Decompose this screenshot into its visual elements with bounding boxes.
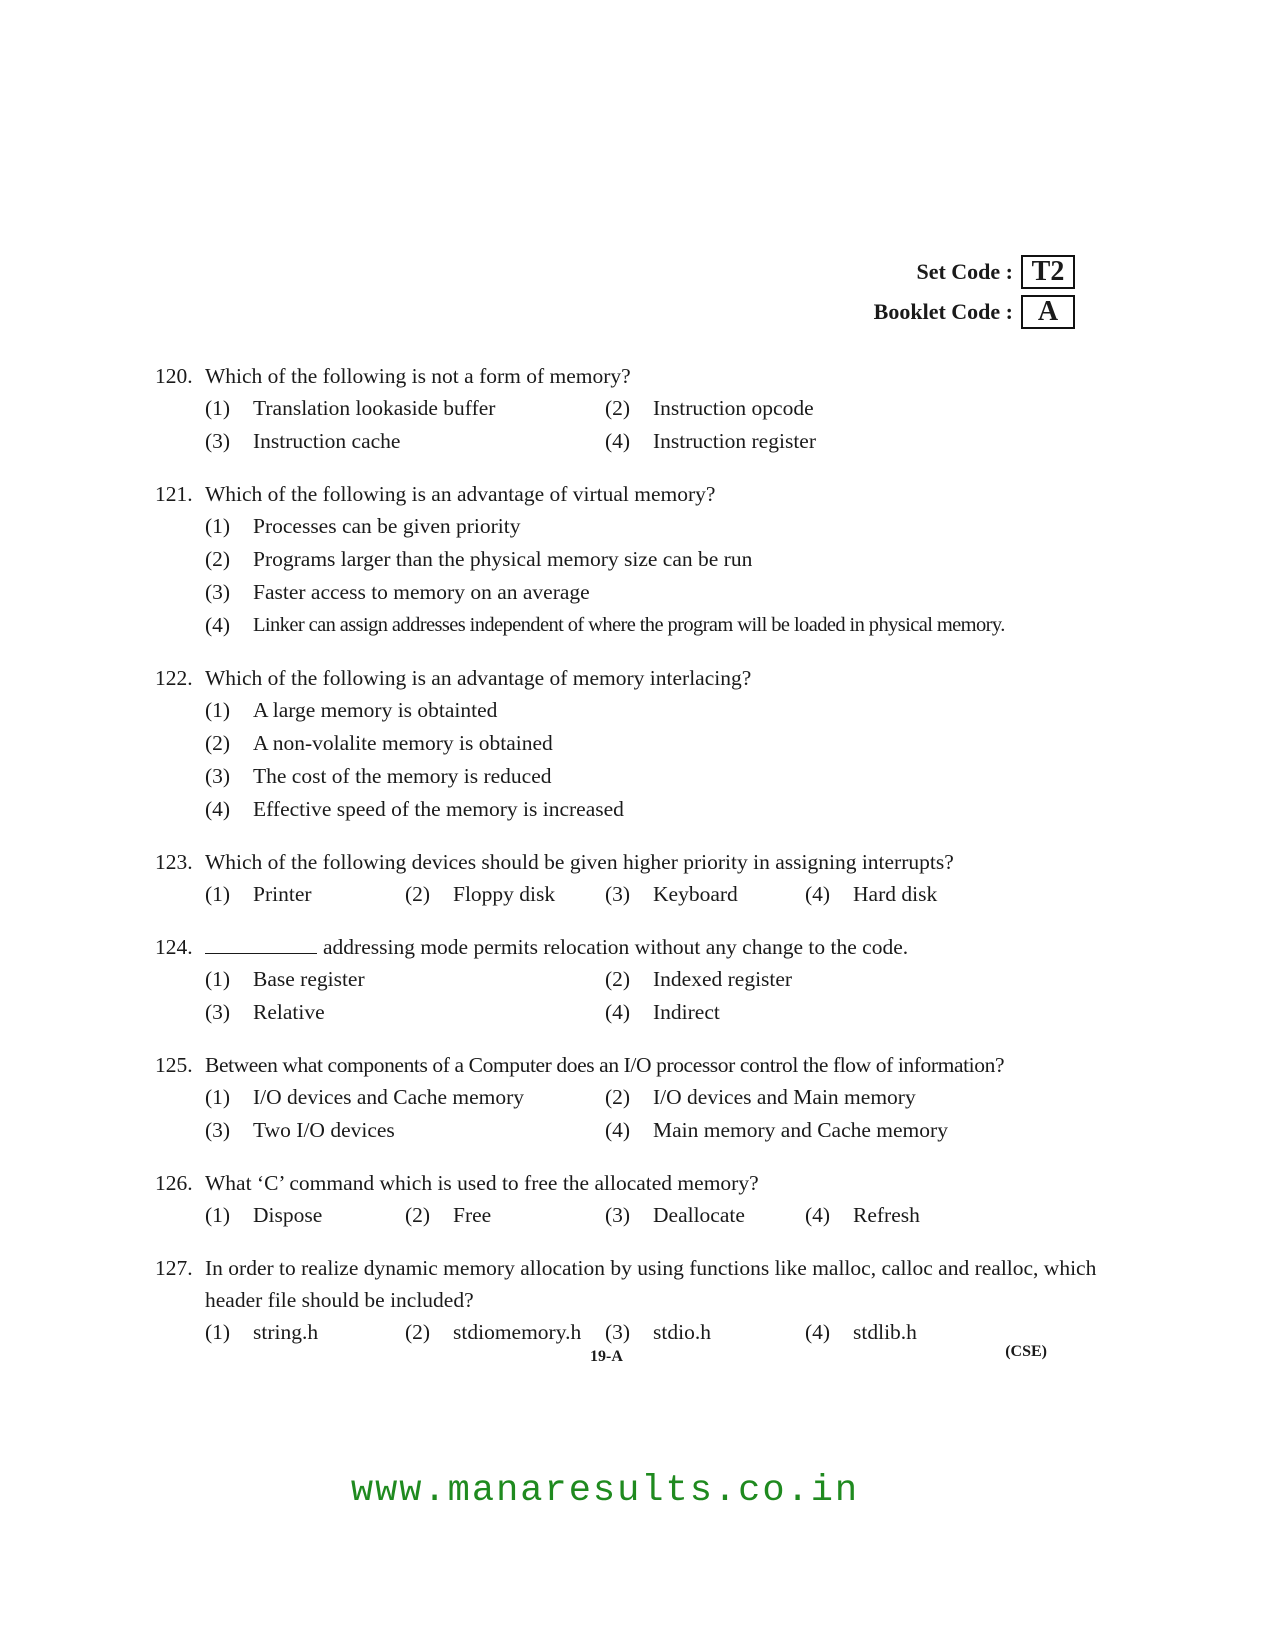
option-number: (2) — [605, 967, 631, 991]
option-3 — [205, 996, 605, 1029]
option-number: (3) — [205, 1000, 231, 1024]
option-3 — [205, 760, 1115, 793]
question-123 — [155, 846, 1115, 911]
set-code-label: Set Code : — [916, 259, 1013, 284]
options — [205, 1199, 1115, 1232]
option-number: (1) — [205, 514, 231, 538]
option-4 — [205, 793, 1115, 826]
option-1 — [205, 510, 1115, 543]
option-number: (4) — [805, 882, 831, 906]
option-number: (1) — [205, 967, 231, 991]
option-4 — [805, 1199, 1005, 1232]
option-text: Instruction cache — [253, 429, 401, 453]
option-text: I/O devices and Cache memory — [253, 1085, 525, 1109]
question-number: 120. — [155, 364, 193, 388]
option-number: (2) — [205, 547, 231, 571]
option-text: stdiomemory.h — [453, 1320, 582, 1344]
option-text: Instruction register — [653, 429, 816, 453]
booklet-code-row — [874, 295, 1075, 329]
option-text: Free — [453, 1203, 492, 1227]
booklet-code-value: A — [1021, 295, 1075, 329]
option-text: Faster access to memory on an average — [253, 580, 590, 604]
subject-label: (CSE) — [1005, 1343, 1047, 1360]
option-4 — [205, 609, 1115, 642]
option-2 — [605, 1081, 1005, 1114]
question-number: 126. — [155, 1171, 193, 1195]
option-3 — [605, 1199, 805, 1232]
question-number: 122. — [155, 666, 193, 690]
booklet-code-label: Booklet Code : — [873, 299, 1013, 324]
options — [205, 1316, 1115, 1349]
question-text: Which of the following is an advantage of memory interlacing? — [205, 666, 752, 690]
options — [205, 963, 1115, 1029]
option-text: Effective speed of the memory is increased — [253, 797, 624, 821]
codes-block — [874, 255, 1075, 335]
option-text: A non-volalite memory is obtained — [253, 731, 553, 755]
option-number: (4) — [205, 613, 231, 637]
question-number: 123. — [155, 850, 193, 874]
options — [205, 392, 1115, 458]
option-number: (2) — [205, 731, 231, 755]
question-121 — [155, 478, 1115, 642]
option-text: The cost of the memory is reduced — [253, 764, 552, 788]
option-text: Translation lookaside buffer — [253, 396, 496, 420]
options — [205, 510, 1115, 642]
option-number: (3) — [605, 1320, 631, 1344]
question-number: 127. — [155, 1256, 193, 1280]
option-number: (2) — [405, 882, 431, 906]
option-text: stdio.h — [653, 1320, 711, 1344]
option-3 — [605, 1316, 805, 1349]
option-1 — [205, 694, 1115, 727]
question-text: addressing mode permits relocation without any change to the code. — [323, 935, 909, 959]
option-3 — [205, 1114, 605, 1147]
option-number: (3) — [605, 1203, 631, 1227]
question-124 — [155, 931, 1115, 1029]
question-text: Between what components of a Computer does an I/O processor control the flow of information? — [205, 1053, 1005, 1077]
set-code-row — [874, 255, 1075, 289]
question-126 — [155, 1167, 1115, 1232]
option-text: Refresh — [853, 1203, 920, 1227]
option-number: (2) — [405, 1320, 431, 1344]
option-number: (4) — [605, 429, 631, 453]
question-122 — [155, 662, 1115, 826]
option-number: (4) — [805, 1320, 831, 1344]
option-number: (3) — [205, 580, 231, 604]
option-text: Linker can assign addresses independent of where the program will be loaded in physical memory. — [253, 614, 1005, 636]
option-text: A large memory is obtainted — [253, 698, 498, 722]
question-text: What ‘C’ command which is used to free the allocated memory? — [205, 1171, 759, 1195]
option-2 — [205, 543, 1115, 576]
option-number: (3) — [605, 882, 631, 906]
question-120 — [155, 360, 1115, 458]
question-127 — [155, 1252, 1115, 1349]
question-125 — [155, 1049, 1115, 1147]
option-2 — [405, 1199, 605, 1232]
options — [205, 1081, 1115, 1147]
option-text: Relative — [253, 1000, 325, 1024]
option-number: (4) — [605, 1000, 631, 1024]
option-4 — [605, 425, 1005, 458]
option-1 — [205, 392, 605, 425]
question-number: 124. — [155, 935, 193, 959]
option-number: (1) — [205, 698, 231, 722]
option-2 — [605, 963, 1005, 996]
option-number: (4) — [605, 1118, 631, 1142]
options — [205, 878, 1115, 911]
option-number: (3) — [205, 429, 231, 453]
option-4 — [805, 1316, 1005, 1349]
option-text: string.h — [253, 1320, 319, 1344]
option-1 — [205, 878, 405, 911]
option-2 — [405, 1316, 605, 1349]
option-text: Hard disk — [853, 882, 938, 906]
option-text: Base register — [253, 967, 365, 991]
option-text: Instruction opcode — [653, 396, 814, 420]
option-1 — [205, 1199, 405, 1232]
option-number: (1) — [205, 1320, 231, 1344]
option-text: Programs larger than the physical memory size can be run — [253, 547, 753, 571]
question-number: 121. — [155, 482, 193, 506]
option-number: (2) — [605, 396, 631, 420]
option-1 — [205, 1316, 405, 1349]
option-4 — [605, 996, 1005, 1029]
option-number: (1) — [205, 882, 231, 906]
option-text: Processes can be given priority — [253, 514, 521, 538]
question-text: Which of the following devices should be given higher priority in assigning interrupts? — [205, 850, 954, 874]
option-number: (1) — [205, 396, 231, 420]
option-text: Indirect — [653, 1000, 720, 1024]
option-3 — [605, 878, 805, 911]
option-number: (2) — [605, 1085, 631, 1109]
question-text: Which of the following is an advantage of virtual memory? — [205, 482, 716, 506]
option-number: (3) — [205, 1118, 231, 1142]
option-text: Indexed register — [653, 967, 793, 991]
options — [205, 694, 1115, 826]
option-text: Printer — [253, 882, 312, 906]
option-text: Floppy disk — [453, 882, 556, 906]
option-2 — [405, 878, 605, 911]
option-number: (3) — [205, 764, 231, 788]
page-number: 19-A — [590, 1348, 623, 1365]
option-number: (4) — [805, 1203, 831, 1227]
option-1 — [205, 963, 605, 996]
option-number: (1) — [205, 1203, 231, 1227]
option-text: Main memory and Cache memory — [653, 1118, 948, 1142]
option-3 — [205, 425, 605, 458]
option-text: Two I/O devices — [253, 1118, 395, 1142]
option-2 — [205, 727, 1115, 760]
answer-blank — [205, 931, 317, 954]
question-text: In order to realize dynamic memory allocation by using functions like malloc, calloc and realloc, which header file should be included? — [205, 1256, 1097, 1312]
option-text: Deallocate — [653, 1203, 745, 1227]
option-3 — [205, 576, 1115, 609]
option-1 — [205, 1081, 605, 1114]
option-text: Dispose — [253, 1203, 323, 1227]
option-4 — [805, 878, 1005, 911]
set-code-value: T2 — [1021, 255, 1075, 289]
option-text: I/O devices and Main memory — [653, 1085, 916, 1109]
question-text: Which of the following is not a form of memory? — [205, 364, 631, 388]
question-number: 125. — [155, 1053, 193, 1077]
option-4 — [605, 1114, 1005, 1147]
question-list — [155, 360, 1115, 1369]
option-number: (1) — [205, 1085, 231, 1109]
watermark-url: www.manaresults.co.in — [350, 1470, 860, 1512]
option-number: (2) — [405, 1203, 431, 1227]
option-text: stdlib.h — [853, 1320, 917, 1344]
option-number: (4) — [205, 797, 231, 821]
option-2 — [605, 392, 1005, 425]
option-text: Keyboard — [653, 882, 738, 906]
